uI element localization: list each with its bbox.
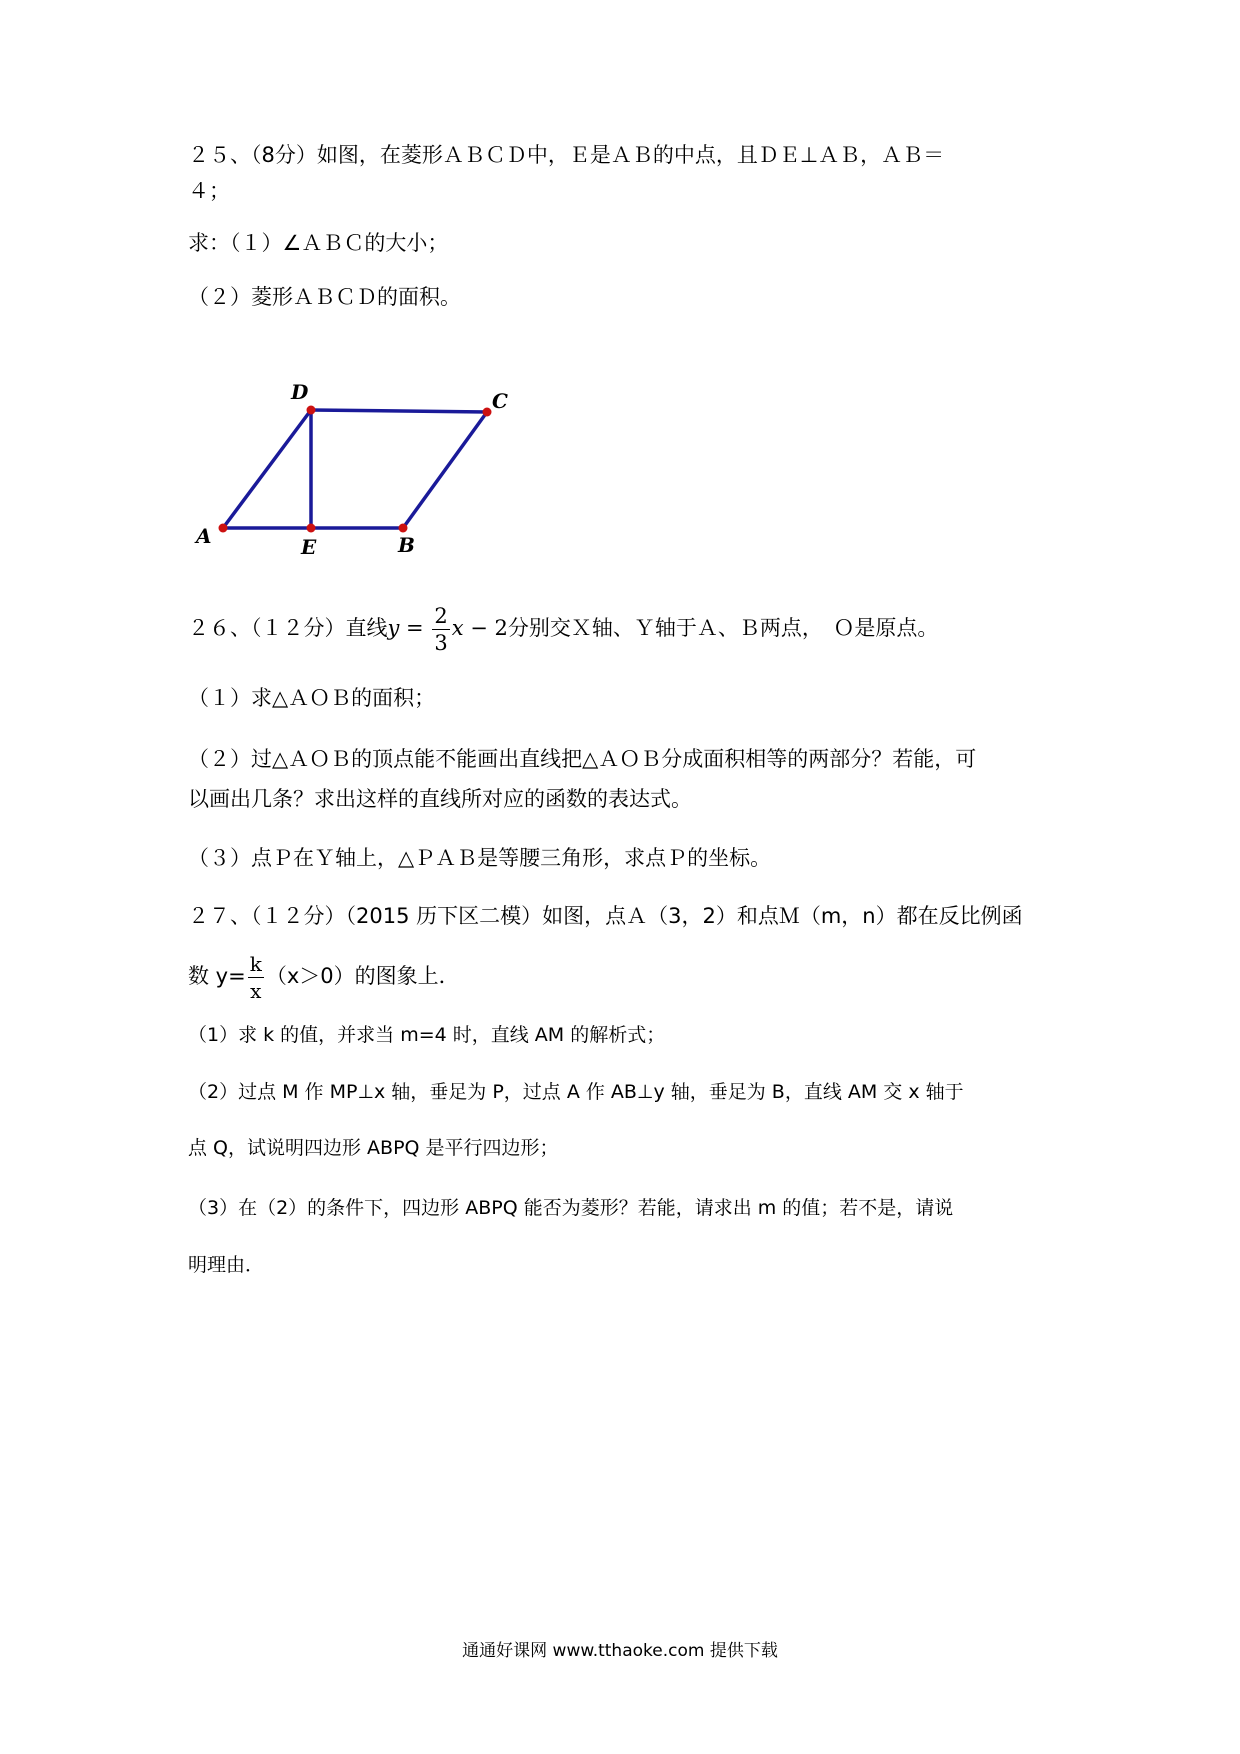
label-d: D: [291, 380, 309, 404]
q25-line1: ２５、（8分）如图，在菱形ＡＢＣＤ中，Ｅ是ＡＢ的中点，且ＤＥ⊥ＡＢ，ＡＢ＝: [188, 143, 945, 167]
footer-text: 通通好课网 www.tthaoke.com 提供下载: [462, 1641, 778, 1661]
q27-line2: [188, 948, 460, 1004]
point-d: [307, 406, 316, 415]
segment-cd: [311, 410, 487, 412]
label-e: E: [301, 535, 317, 559]
q25-line2: ４；: [188, 179, 230, 203]
eq-rest: − 2: [463, 616, 508, 640]
eq-x: x: [451, 616, 464, 640]
q26-part2a: （２）过△ＡＯＢ的顶点能不能画出直线把△ＡＯＢ分成面积相等的两部分？若能，可: [188, 747, 977, 771]
q27-line1: ２７、（１２分）（2015 历下区二模）如图，点Ａ（3，2）和点Ｍ（m，n）都在反比例函: [188, 904, 1023, 928]
q27-line2-suffix: （x＞0）的图象上．: [265, 964, 460, 988]
point-b: [399, 524, 408, 533]
q26-suffix: 分别交Ｘ轴、Ｙ轴于Ａ、Ｂ两点， Ｏ是原点。: [507, 616, 939, 640]
eq-equals: =: [399, 616, 431, 640]
q27-fraction: [248, 951, 264, 1004]
segment-bc: [403, 412, 487, 528]
q26-part1: （１）求△ＡＯＢ的面积；: [188, 686, 436, 710]
q25-line3: 求：（１）∠ＡＢＣ的大小；: [188, 231, 449, 255]
label-b: B: [398, 533, 415, 557]
eq-num: 2: [434, 603, 448, 628]
q27-frac-den: x: [250, 978, 262, 1003]
segment-da: [223, 410, 311, 528]
eq-y: y: [387, 616, 400, 640]
eq-fraction: [432, 603, 449, 656]
q27-frac-num: k: [249, 951, 262, 976]
q26-line1: [188, 600, 938, 656]
point-c: [483, 408, 492, 417]
q27-part1: （1）求 k 的值，并求当 m=4 时，直线 AM 的解析式；: [188, 1024, 666, 1046]
label-a: A: [196, 524, 212, 548]
q26-prefix: ２６、（１２分）直线: [188, 616, 388, 640]
q25-line4: （２）菱形ＡＢＣＤ的面积。: [188, 285, 461, 309]
eq-den: 3: [434, 630, 448, 655]
point-e: [307, 524, 316, 533]
q27-line2-prefix: 数 y=: [188, 964, 246, 988]
q27-part2b: 点 Q，试说明四边形 ABPQ 是平行四边形；: [188, 1137, 559, 1159]
label-c: C: [492, 389, 508, 413]
q27-part3a: （3）在（2）的条件下，四边形 ABPQ 能否为菱形？若能，请求出 m 的值；若不是，请说: [188, 1197, 954, 1219]
q26-part2b: 以画出几条？求出这样的直线所对应的函数的表达式。: [188, 787, 692, 811]
point-a: [219, 524, 228, 533]
q27-part2a: （2）过点 M 作 MP⊥x 轴，垂足为 P，过点 A 作 AB⊥y 轴，垂足为 B，直线 AM 交 x 轴于: [188, 1081, 964, 1103]
q27-part3b: 明理由．: [188, 1254, 265, 1276]
q26-part3: （３）点Ｐ在Ｙ轴上，△ＰＡＢ是等腰三角形，求点Ｐ的坐标。: [188, 846, 772, 870]
